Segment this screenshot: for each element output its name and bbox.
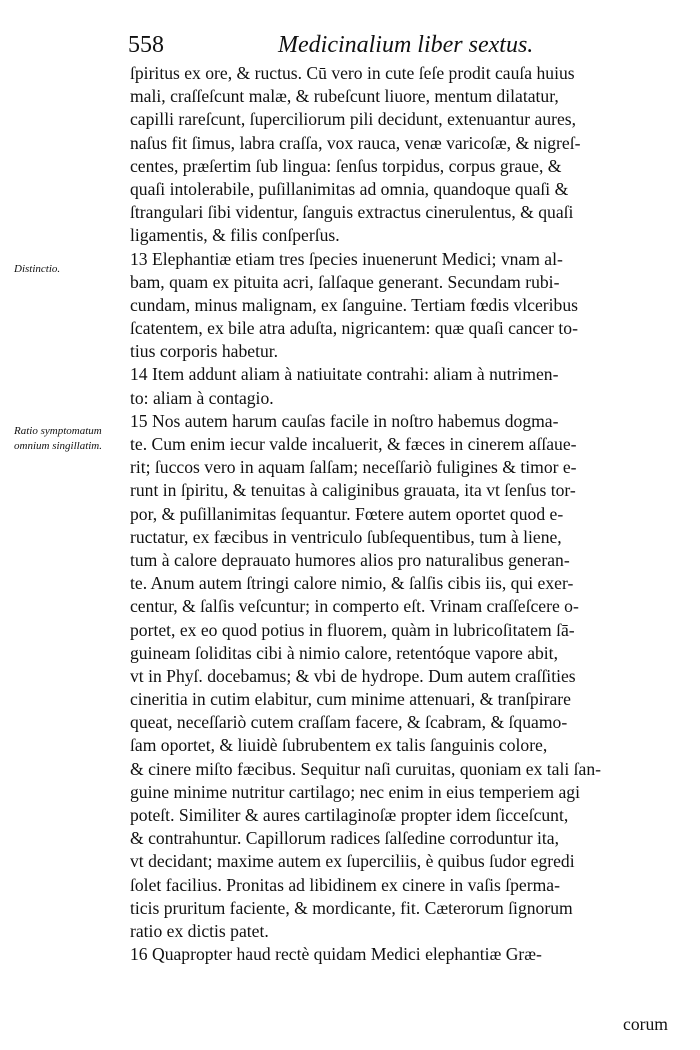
text-line: ſpiritus ex ore, & ructus. Cū vero in cute ſeſe prodit cauſa huius: [130, 63, 575, 83]
text-line: bam, quam ex pituita acri, ſalſaque generant. Secundam rubi-: [130, 271, 560, 292]
text-line: guine minime nutritur cartilago; nec enim in eius temperiem agi: [130, 781, 580, 802]
text-line: centes, præſertim ſub lingua: ſenſus torpidus, corpus graue, &: [130, 155, 562, 176]
text-line: vt in Phyſ. docebamus; & vbi de hydrope. Dum autem craſſities: [130, 665, 576, 686]
text-line: cundam, minus malignam, ex ſanguine. Tertiam fœdis vlceribus: [130, 294, 578, 315]
text-line: mali, craſſeſcunt malæ, & rubeſcunt liuore, mentum dilatatur,: [130, 86, 559, 107]
text-line: portet, ex eo quod potius in fluorem, quàm in lubricoſitatem ſā-: [130, 619, 575, 640]
text-line: & contrahuntur. Capillorum radices ſalſedine corroduntur ita,: [130, 828, 559, 849]
text-line: ratio ex dictis patet.: [130, 920, 269, 941]
text-line: ſam oportet, & liuidè ſubrubentem ex talis ſanguinis colore,: [130, 735, 548, 756]
text-line: ſcatentem, ex bile atra aduſta, nigricantem: quæ quaſi cancer to-: [130, 318, 578, 339]
text-line: 14 Item addunt aliam à natiuitate contrahi: aliam à nutrimen-: [130, 364, 559, 385]
text-line: ructatur, ex fæcibus in ventriculo ſubſequentibus, tum à liene,: [130, 526, 562, 547]
text-line: quaſi intolerabile, puſillanimitas ad omnia, quandoque quaſi &: [130, 178, 569, 199]
page-number: 558: [128, 32, 164, 58]
text-line: tum à calore deprauato humores alios pro naturalibus generan-: [130, 549, 570, 570]
text-line: runt in ſpiritu, & tenuitas à caliginibus grauata, ita vt ſenſus tor-: [130, 480, 576, 501]
page-header: [128, 26, 568, 66]
text-line: 15 Nos autem harum cauſas facile in noſtro habemus dogma-: [130, 410, 559, 431]
margin-note-distinctio: Distinctio.: [14, 263, 61, 275]
text-line: 16 Quapropter haud rectè quidam Medici elephantiæ Græ-: [130, 944, 542, 965]
body-text: [130, 62, 670, 966]
text-line: centur, & ſalſis veſcuntur; in comperto eſt. Vrinam craſſeſcere o-: [130, 596, 579, 617]
catchword: corum: [623, 1014, 668, 1034]
text-line: tius corporis habetur.: [130, 341, 279, 362]
margin-note-ratio-symptomatum: Ratio symptomatum omnium singillatim.: [14, 425, 103, 452]
text-line: vt decidant; maxime autem ex ſuperciliis, è quibus ſudor egredi: [130, 851, 575, 872]
text-line: rit; ſuccos vero in aquam ſalſam; neceſſariò fuligines & timor e-: [130, 457, 577, 478]
text-line: capilli rareſcunt, ſuperciliorum pili decidunt, extenuantur aures,: [130, 109, 577, 130]
text-line: poteſt. Similiter & aures cartilaginoſæ propter idem ſicceſcunt,: [130, 805, 569, 825]
text-line: 13 Elephantiæ etiam tres ſpecies inuenerunt Medici; vnam al-: [130, 248, 563, 269]
text-line: & cinere miſto fæcibus. Sequitur naſi curuitas, quoniam ex tali ſan-: [130, 758, 602, 779]
text-line: to: aliam à contagio.: [130, 387, 274, 408]
text-line: cineritia in cutim elabitur, cum minime attenuari, & tranſpirare: [130, 689, 571, 710]
text-line: ligamentis, & filis conſperſus.: [130, 225, 340, 246]
running-title: Medicinalium liber sextus.: [278, 32, 534, 58]
text-line: guineam ſoliditas cibi à nimio calore, retentóque vapore abit,: [130, 642, 558, 663]
text-line: naſus fit ſimus, labra craſſa, vox rauca, venæ varicoſæ, & nigreſ-: [130, 132, 581, 153]
text-line: ſtrangulari ſibi videntur, ſanguis extractus cinerulentus, & quaſi: [130, 202, 574, 223]
text-line: ticis pruritum faciente, & mordicante, fit. Cæterorum ſignorum: [130, 897, 573, 918]
text-line: te. Anum autem ſtringi calore nimio, & ſalſis cibis iis, qui exer-: [130, 573, 574, 594]
text-line: queat, neceſſariò cutem craſſam facere, & ſcabram, & ſquamo-: [130, 712, 568, 733]
text-line: ſolet facilius. Pronitas ad libidinem ex cinere in vaſis ſperma-: [130, 874, 560, 895]
text-line: te. Cum enim iecur valde incaluerit, & fæces in cinerem aſſaue-: [130, 434, 577, 454]
text-line: por, & puſillanimitas ſequantur. Fœtere autem oportet quod e-: [130, 503, 564, 524]
